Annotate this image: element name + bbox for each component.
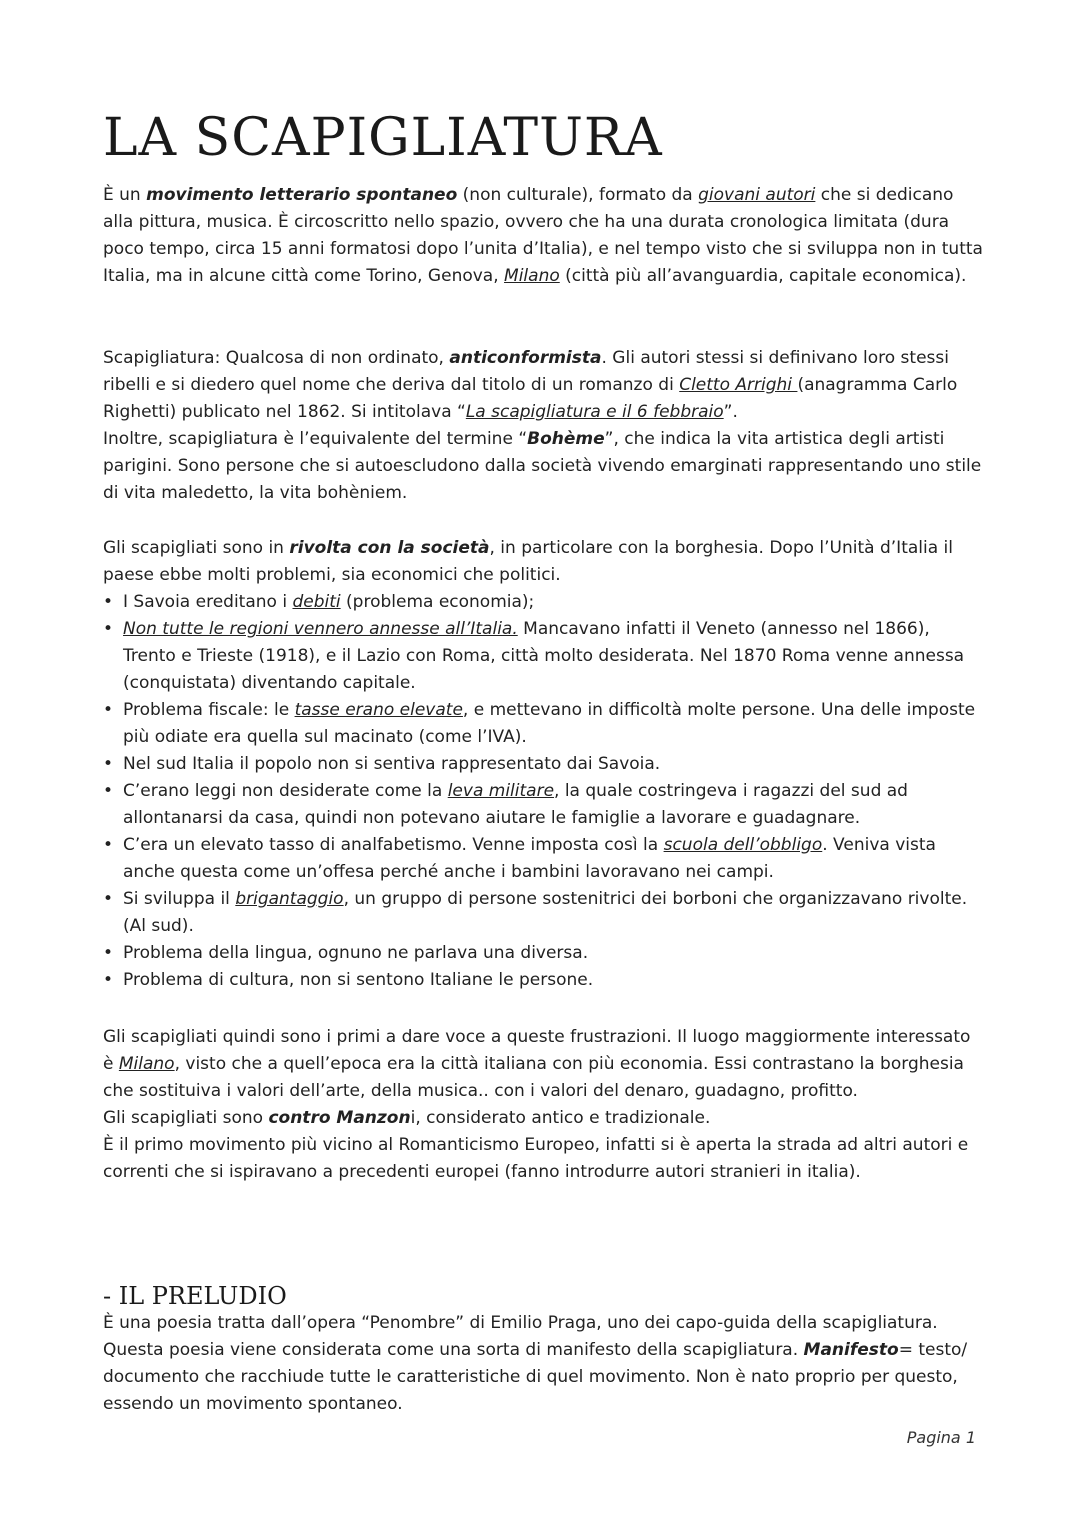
paragraph-rivolta	[103, 535, 983, 994]
paragraph-anticonformista: Scapigliatura: Qualcosa di non ordinato, anticonformista. Gli autori stessi si definivano loro stessi ribelli e si diedero quel nome che deriva dal titolo di un romanzo di Cletto Arrighi (anagramma Carlo Righetti) publicato nel 1862. Si intitolava “La scapigliatura e il 6 febbraio”.	[103, 348, 958, 422]
list-item: • Non tutte le regioni vennero annesse all’Italia. Mancavano infatti il Veneto (annesso nel 1866), Trento e Trieste (1918), e il Lazio con Roma, città molto desiderata. Nel 1870 Roma venne annessa (conquistata) diventando capitale.	[103, 616, 983, 697]
paragraph-name-origin	[103, 345, 983, 507]
list-item: • I Savoia ereditano i debiti (problema economia);	[103, 589, 983, 616]
list-item: • Problema fiscale: le tasse erano elevate, e mettevano in difficoltà molte persone. Una delle imposte più odiate era quella sul macinato (come l’IVA).	[103, 697, 983, 751]
paragraph-definition: È un movimento letterario spontaneo (non culturale), formato da giovani autori che si dedicano alla pittura, musica. È circoscritto nello spazio, ovvero che ha una durata cronologica limitata (dura poco tempo, circa 15 anni formatosi dopo l’unita d’Italia), e nel tempo visto che si sviluppa non in tutta Italia, ma in alcune città come Torino, Genova, Milano (città più all’avanguardia, capitale economica).	[103, 185, 983, 286]
paragraph-conclusion	[103, 1024, 983, 1186]
list-item: • Nel sud Italia il popolo non si sentiva rappresentato dai Savoia.	[103, 751, 983, 778]
paragraph-preludio	[103, 1310, 983, 1418]
page-number: Pagina 1	[906, 1428, 976, 1447]
emphasis-boheme: Bohème	[527, 429, 605, 449]
emphasis-manifesto: Manifesto	[803, 1340, 899, 1360]
underline-novel-title: La scapigliatura e il 6 febbraio	[465, 402, 724, 422]
list-item: • Si sviluppa il brigantaggio, un gruppo di persone sostenitrici dei borboni che organizzavano rivolte. (Al sud).	[103, 886, 983, 940]
underline-giovani-autori: giovani autori	[698, 185, 816, 205]
paragraph-manzoni: Gli scapigliati sono contro Manzoni, considerato antico e tradizionale.	[103, 1108, 711, 1128]
document-title: LA SCAPIGLIATURA	[103, 108, 663, 168]
paragraph-romanticismo: È il primo movimento più vicino al Romanticismo Europeo, infatti si è aperta la strada ad altri autori e correnti che si ispiravano a precedenti europei (fanno introdurre autori stranieri in italia).	[103, 1135, 969, 1182]
paragraph-milano: Gli scapigliati quindi sono i primi a dare voce a queste frustrazioni. Il luogo maggiormente interessato è Milano, visto che a quell’epoca era la città italiana con più economia. Essi contrastano la borghesia che sostituiva i valori dell’arte, della musica.. con i valori del denaro, guadagno, profitto.	[103, 1027, 971, 1101]
list-item: • C’era un elevato tasso di analfabetismo. Venne imposta così la scuola dell’obbligo. Veniva vista anche questa come un’offesa perché anche i bambini lavoravano nei campi.	[103, 832, 983, 886]
underline-milano-2: Milano	[118, 1054, 175, 1074]
emphasis-movimento: movimento letterario spontaneo	[146, 185, 458, 205]
paragraph-preludio-text: È una poesia tratta dall’opera “Penombre” di Emilio Praga, uno dei capo-guida della scapigliatura. Questa poesia viene considerata come una sorta di manifesto della scapigliatura. Manifesto= testo/ documento che racchiude tutte le caratteristiche di quel movimento. Non è nato proprio per questo, essendo un movimento spontaneo.	[103, 1313, 968, 1414]
list-item: • Problema della lingua, ognuno ne parlava una diversa.	[103, 940, 983, 967]
paragraph-intro	[103, 182, 983, 290]
emphasis-manzoni: contro Manzon	[268, 1108, 411, 1128]
section-heading-preludio: - IL PRELUDIO	[103, 1282, 287, 1310]
paragraph-rivolta-text: Gli scapigliati sono in rivolta con la società, in particolare con la borghesia. Dopo l’Unità d’Italia il paese ebbe molti problemi, sia economici che politici.	[103, 538, 953, 585]
underline-cletto-arrighi: Cletto Arrighi	[679, 375, 798, 395]
list-item: • C’erano leggi non desiderate come la leva militare, la quale costringeva i ragazzi del sud ad allontanarsi da casa, quindi non potevano aiutare le famiglie a lavorare e guadagnare.	[103, 778, 983, 832]
underline-milano: Milano	[504, 266, 560, 286]
problems-list	[103, 589, 983, 994]
list-item: • Problema di cultura, non si sentono Italiane le persone.	[103, 967, 983, 994]
emphasis-anticonformista: anticonformista	[449, 348, 602, 368]
paragraph-boheme: Inoltre, scapigliatura è l’equivalente del termine “Bohème”, che indica la vita artistica degli artisti parigini. Sono persone che si autoescludono dalla società vivendo emarginati rappresentando uno stile di vita maledetto, la vita bohèniem.	[103, 429, 982, 503]
emphasis-rivolta: rivolta con la società	[289, 538, 490, 558]
